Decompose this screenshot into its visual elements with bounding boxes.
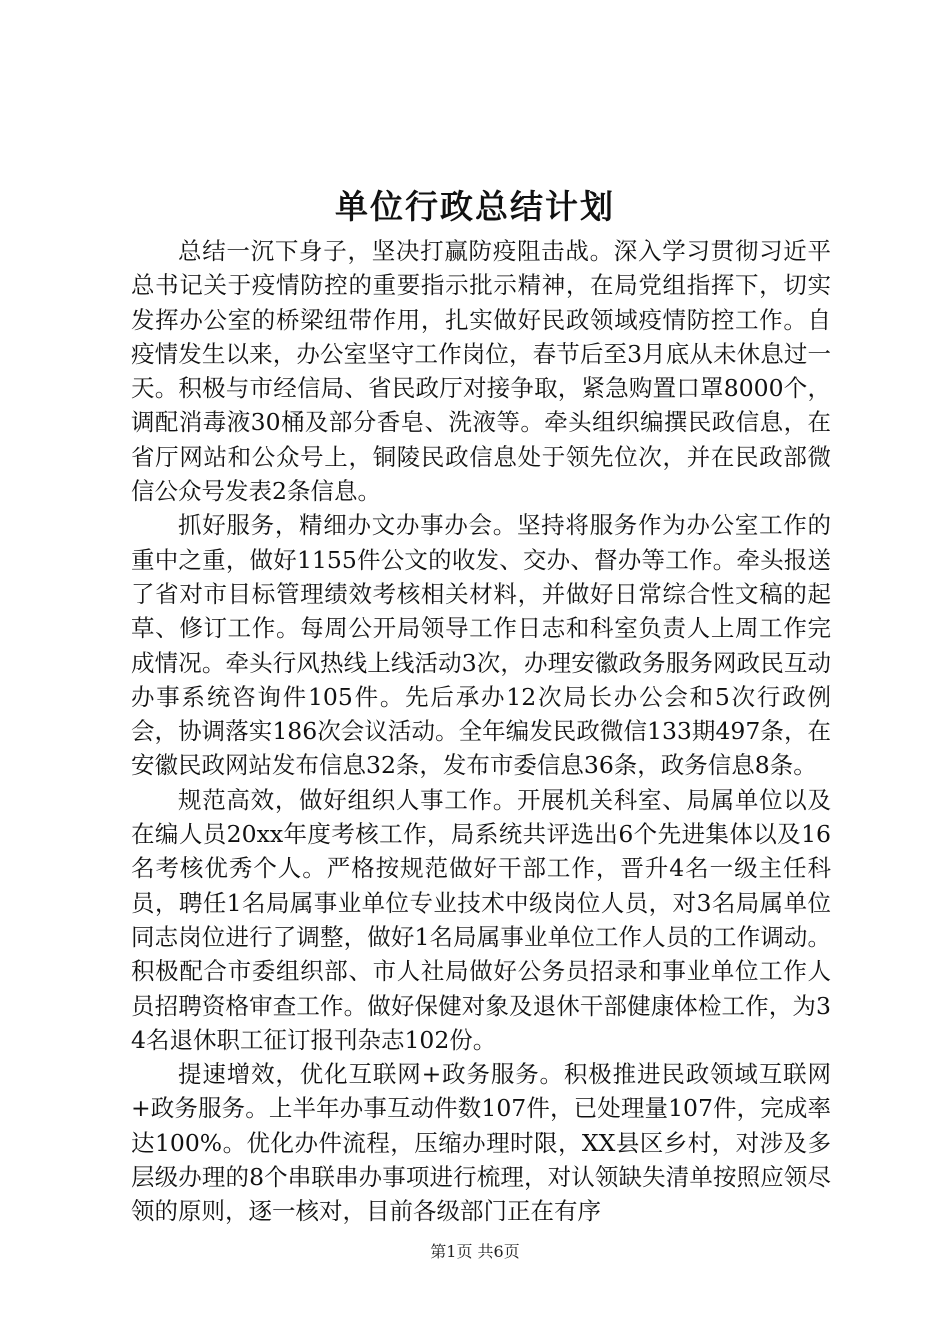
document-title: 单位行政总结计划 bbox=[335, 187, 615, 226]
paragraph-service-work: 抓好服务，精细办文办事办会。坚持将服务作为办公室工作的重中之重，做好1155件公文的收发、交办、督办等工作。牵头报送了省对市目标管理绩效考核相关材料，并做好日常综合性文稿的起草、修订工作。每周公开局领导工作日志和科室负责人上周工作完成情况。牵头行风热线上线活动3次，办理安徽政务服务网政民互动办事系统咨询件105件。先后承办12次局长办公会和5次行政例会，协调落实186次会议活动。全年编发民政微信133期497条，在安徽民政网站发布信息32条，发布市委信息36条，政务信息8条。 bbox=[131, 511, 831, 780]
page-number-footer: 第1页 共6页 bbox=[430, 1242, 520, 1261]
paragraph-epidemic-prevention: 总结一沉下身子，坚决打赢防疫阻击战。深入学习贯彻习近平总书记关于疫情防控的重要指示批示精神，在局党组指挥下，切实发挥办公室的桥梁纽带作用，扎实做好民政领域疫情防控工作。自疫情发生以来，办公室坚守工作岗位，春节后至3月底从未休息过一天。积极与市经信局、省民政厅对接争取，紧急购置口罩8000个，调配消毒液30桶及部分香皂、洗液等。牵头组织编撰民政信息，在省厅网站和公众号上，铜陵民政信息处于领先位次，并在民政部微信公众号发表2条信息。 bbox=[131, 237, 831, 506]
paragraph-internet-services: 提速增效，优化互联网+政务服务。积极推进民政领域互联网+政务服务。上半年办事互动件数107件，已处理量107件，完成率达100%。优化办件流程，压缩办理时限，XX县区乡村，对涉及多层级办理的8个串联串办事项进行梳理，对认领缺失清单按照应领尽领的原则，逐一核对，目前各级部门正在有序 bbox=[131, 1060, 831, 1226]
document-body bbox=[131, 234, 831, 1229]
paragraph-personnel-work: 规范高效，做好组织人事工作。开展机关科室、局属单位以及在编人员20xx年度考核工作，局系统共评选出6个先进集体以及16名考核优秀个人。严格按规范做好干部工作，晋升4名一级主任科员，聘任1名局属事业单位专业技术中级岗位人员，对3名局属单位同志岗位进行了调整，做好1名局属事业单位工作人员的工作调动。积极配合市委组织部、市人社局做好公务员招录和事业单位工作人员招聘资格审查工作。做好保健对象及退休干部健康体检工作，为34名退休职工征订报刊杂志102份。 bbox=[131, 785, 831, 1054]
